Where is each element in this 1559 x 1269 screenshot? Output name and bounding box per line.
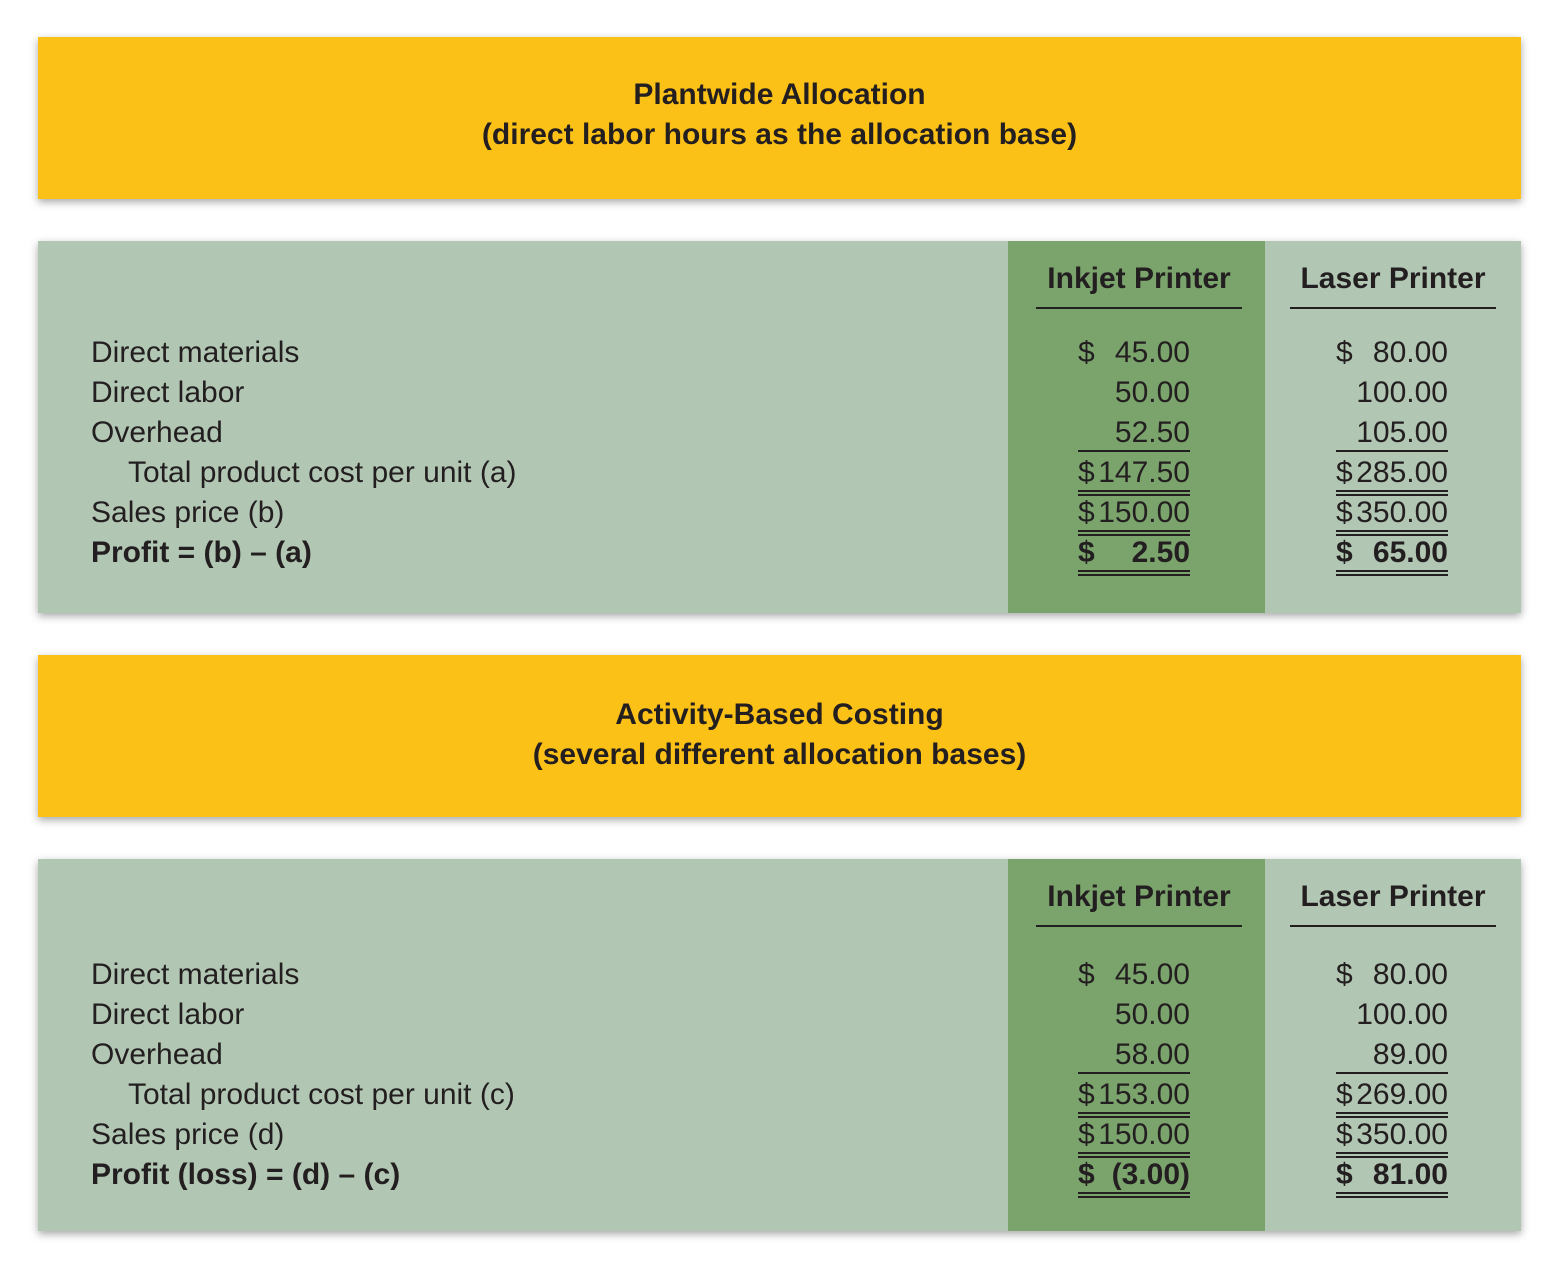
row-total-product-cost [38,1075,1521,1115]
row-label: Total product cost per unit (c) [128,1078,515,1111]
column-header-laser: Laser Printer [1290,879,1496,927]
section-subtitle: (several different allocation bases) [532,738,1027,771]
row-label: Direct labor [91,998,245,1031]
section-title: Plantwide Allocation [633,78,926,111]
row-label: Profit (loss) = (d) – (c) [91,1158,401,1191]
inkjet-value: 50.00 [1114,998,1190,1031]
laser-value: 100.00 [1356,376,1448,409]
laser-value: 105.00 [1336,416,1448,452]
laser-value: 100.00 [1356,998,1448,1031]
row-direct-materials [38,955,1521,995]
laser-value: $ 81.00 [1336,1158,1448,1198]
row-profit [38,533,1521,573]
inkjet-value: $ 45.00 [1078,958,1190,991]
laser-value: $ 350.00 [1336,1118,1448,1158]
row-profit-loss [38,1155,1521,1195]
laser-value: $ 285.00 [1336,456,1448,496]
section-title: Activity-Based Costing [615,698,944,731]
row-direct-materials [38,333,1521,373]
row-overhead [38,1035,1521,1075]
row-direct-labor [38,373,1521,413]
row-label: Total product cost per unit (a) [128,456,517,489]
inkjet-value: $ 2.50 [1078,536,1190,576]
plantwide-header-band [38,37,1521,199]
laser-value: $ 65.00 [1336,536,1448,576]
inkjet-value: $ 150.00 [1078,1118,1190,1158]
column-header-laser: Laser Printer [1290,261,1496,309]
inkjet-value: 58.00 [1078,1038,1190,1074]
abc-table [38,859,1521,1231]
inkjet-value: $ 150.00 [1078,496,1190,536]
plantwide-table [38,241,1521,613]
row-total-product-cost [38,453,1521,493]
laser-value: $ 80.00 [1336,336,1448,369]
row-label: Direct materials [91,336,300,369]
row-label: Direct materials [91,958,300,991]
inkjet-value: $ 153.00 [1078,1078,1190,1118]
inkjet-value: 50.00 [1114,376,1190,409]
inkjet-value: $ 45.00 [1078,336,1190,369]
inkjet-value: 52.50 [1078,416,1190,452]
row-label: Direct labor [91,376,245,409]
row-overhead [38,413,1521,453]
inkjet-value: $ (3.00) [1078,1158,1190,1198]
laser-value: 89.00 [1336,1038,1448,1074]
laser-value: $ 269.00 [1336,1078,1448,1118]
column-header-inkjet: Inkjet Printer [1036,261,1242,309]
row-label: Overhead [91,416,223,449]
row-label: Sales price (d) [91,1118,285,1151]
row-label: Overhead [91,1038,223,1071]
row-sales-price [38,493,1521,533]
column-header-inkjet: Inkjet Printer [1036,879,1242,927]
abc-header-band [38,655,1521,817]
row-direct-labor [38,995,1521,1035]
row-label: Profit = (b) – (a) [91,536,312,569]
inkjet-value: $ 147.50 [1078,456,1190,496]
laser-value: $ 350.00 [1336,496,1448,536]
row-label: Sales price (b) [91,496,285,529]
row-sales-price [38,1115,1521,1155]
laser-value: $ 80.00 [1336,958,1448,991]
section-subtitle: (direct labor hours as the allocation base) [481,118,1078,151]
